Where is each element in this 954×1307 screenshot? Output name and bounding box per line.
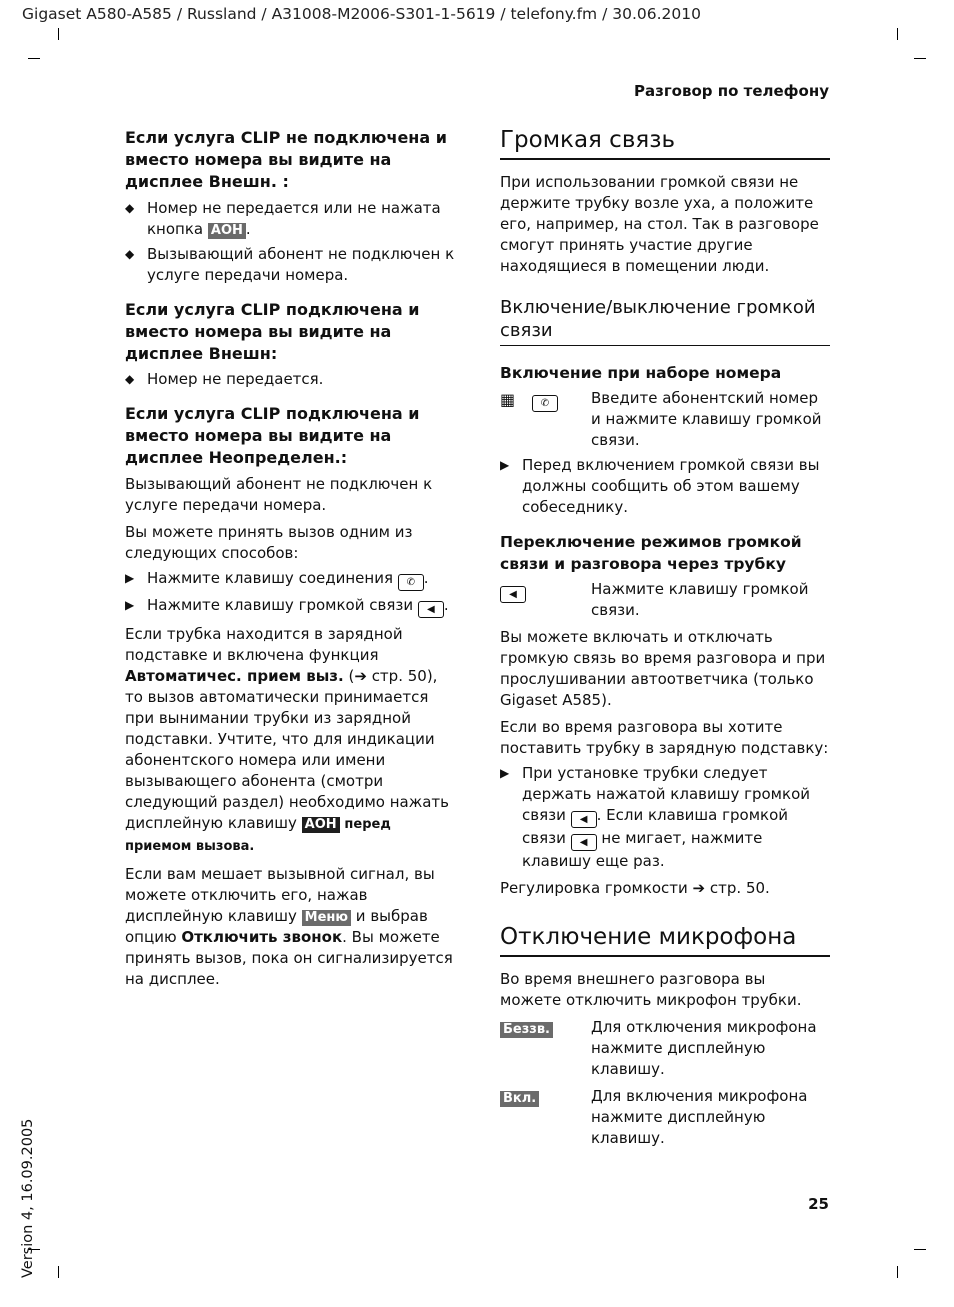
- triangle-bullet-icon: ▶: [125, 598, 135, 612]
- file-header: Gigaset A580-A585 / Russland / A31008-M2006-S301-1-5619 / telefony.fm / 30.06.2010: [22, 5, 701, 23]
- text-mute-ring: Если вам мешает вызывной сигнал, вы можете отключить его, нажав дисплейную клавишу Меню и выбрав опцию Отключить звонок. Вы можете принять вызов, пока он сигнализируется на дисплее.: [125, 865, 453, 988]
- crop-mark: [914, 1249, 926, 1250]
- speaker-key-icon: ◀: [418, 601, 444, 618]
- menu-softkey[interactable]: Меню: [302, 910, 351, 926]
- crop-mark: [914, 58, 926, 59]
- page-number: 25: [808, 1195, 829, 1213]
- diamond-bullet-icon: ◆: [125, 247, 135, 261]
- text-accept-ways: Вы можете принять вызов одним из следующих способов:: [125, 523, 413, 562]
- text-cradle: Если во время разговора вы хотите поставить трубку в зарядную подставку:: [500, 718, 829, 757]
- heading-clip-on-undef: Если услуга CLIP подключена и вместо номера вы видите на дисплее Неопределен.:: [125, 404, 420, 467]
- heading-switch-mode: Переключение режимов громкой связи и разговора через трубку: [500, 533, 802, 573]
- left-column: [125, 127, 457, 990]
- triangle-bullet-icon: ▶: [500, 458, 510, 472]
- list-item: ▶ Нажмите клавишу соединения ✆ .: [125, 568, 457, 591]
- instruction-row-on: Вкл. Для включения микрофона нажмите дисплейную клавишу.: [500, 1086, 830, 1149]
- keypad-icon: ▦: [500, 390, 516, 409]
- version-label: Version 4, 16.09.2005: [20, 1118, 36, 1278]
- heading-speakerphone: Громкая связь: [500, 126, 830, 160]
- list-item: ◆ Номер не передается.: [125, 370, 324, 388]
- speaker-key-icon: ◀: [571, 811, 597, 828]
- text-during-call: Вы можете включать и отключать громкую связь во время разговора и при прослушивании автоответчика (только Gigaset A585).: [500, 628, 826, 709]
- mute-softkey[interactable]: Беззв.: [500, 1018, 553, 1039]
- instruction-row-switch: ◀ Нажмите клавишу громкой связи.: [500, 579, 830, 621]
- on-softkey[interactable]: Вкл.: [500, 1087, 539, 1108]
- list-item: ▶ При установке трубки следует держать нажатой клавишу громкой связи ◀ . Если клавиша громкой связи ◀ не мигает, нажмите клавишу еще раз.: [500, 764, 810, 870]
- diamond-bullet-icon: ◆: [125, 201, 135, 215]
- list-accept: [125, 568, 457, 618]
- text-mic-mute: Во время внешнего разговора вы можете отключить микрофон трубки.: [500, 970, 802, 1009]
- heading-clip-on-ext: Если услуга CLIP подключена и вместо номера вы видите на дисплее Внешн:: [125, 300, 420, 363]
- list-hold: [500, 763, 830, 872]
- right-column: [500, 126, 830, 1149]
- diamond-bullet-icon: ◆: [125, 372, 135, 386]
- heading-dial-on: Включение при наборе номера: [500, 364, 782, 382]
- text-not-subscribed: Вызывающий абонент не подключен к услуге передачи номера.: [125, 475, 433, 514]
- text-volume: Регулировка громкости ➔ стр. 50.: [500, 879, 770, 897]
- crop-mark: [58, 1266, 59, 1278]
- crop-mark: [28, 58, 40, 59]
- text-auto-answer: Если трубка находится в зарядной подставке и включена функция Автоматичес. прием выз. (➔ стр. 50), то вызов автоматически принимается при вынимании трубки из зарядной подставки. Учтите, что для индикации абонентского номера или имени вызывающего абонента (смотри следующий раздел) необходимо нажать дисплейную клавишу АОН перед приемом вызова.: [125, 625, 450, 854]
- list-item: ◆ Номер не передается или не нажата кнопка АОН .: [125, 199, 441, 238]
- list-inform: [500, 455, 830, 518]
- list-item: ◆ Вызывающий абонент не подключен к услуге передачи номера.: [125, 245, 455, 284]
- triangle-bullet-icon: ▶: [125, 571, 135, 585]
- crop-mark: [58, 28, 59, 40]
- speaker-key-icon: ◀: [571, 834, 597, 851]
- list-clip-on-ext: [125, 369, 457, 390]
- instruction-row-dial: ▦ ✆ Введите абонентский номер и нажмите клавишу громкой связи.: [500, 389, 822, 449]
- aoh-softkey[interactable]: АОН: [302, 817, 340, 833]
- list-clip-off: [125, 198, 457, 286]
- instruction-row-mute: Беззв. Для отключения микрофона нажмите дисплейную клавишу.: [500, 1017, 830, 1080]
- text-speakerphone: При использовании громкой связи не держите трубку возле уха, а положите его, например, на стол. Так в разговоре смогут принять участие другие находящиеся в помещении люди.: [500, 173, 819, 275]
- heading-clip-off: Если услуга CLIP не подключена и вместо номера вы видите на дисплее Внешн. :: [125, 128, 447, 191]
- crop-mark: [897, 1266, 898, 1278]
- handset-key-icon: ✆: [532, 389, 558, 412]
- running-head: Разговор по телефону: [634, 82, 829, 100]
- triangle-bullet-icon: ▶: [500, 766, 510, 780]
- crop-mark: [897, 28, 898, 40]
- list-item: ▶ Нажмите клавишу громкой связи ◀ .: [125, 595, 457, 618]
- heading-mic-mute: Отключение микрофона: [500, 923, 830, 957]
- list-item: ▶ Перед включением громкой связи вы должны сообщить об этом вашему собеседнику.: [500, 456, 820, 516]
- aoh-softkey[interactable]: АОН: [208, 223, 246, 239]
- heading-on-off: Включение/выключение громкой связи: [500, 296, 830, 346]
- handset-key-icon: ✆: [398, 574, 424, 591]
- speaker-key-icon: ◀: [500, 580, 526, 603]
